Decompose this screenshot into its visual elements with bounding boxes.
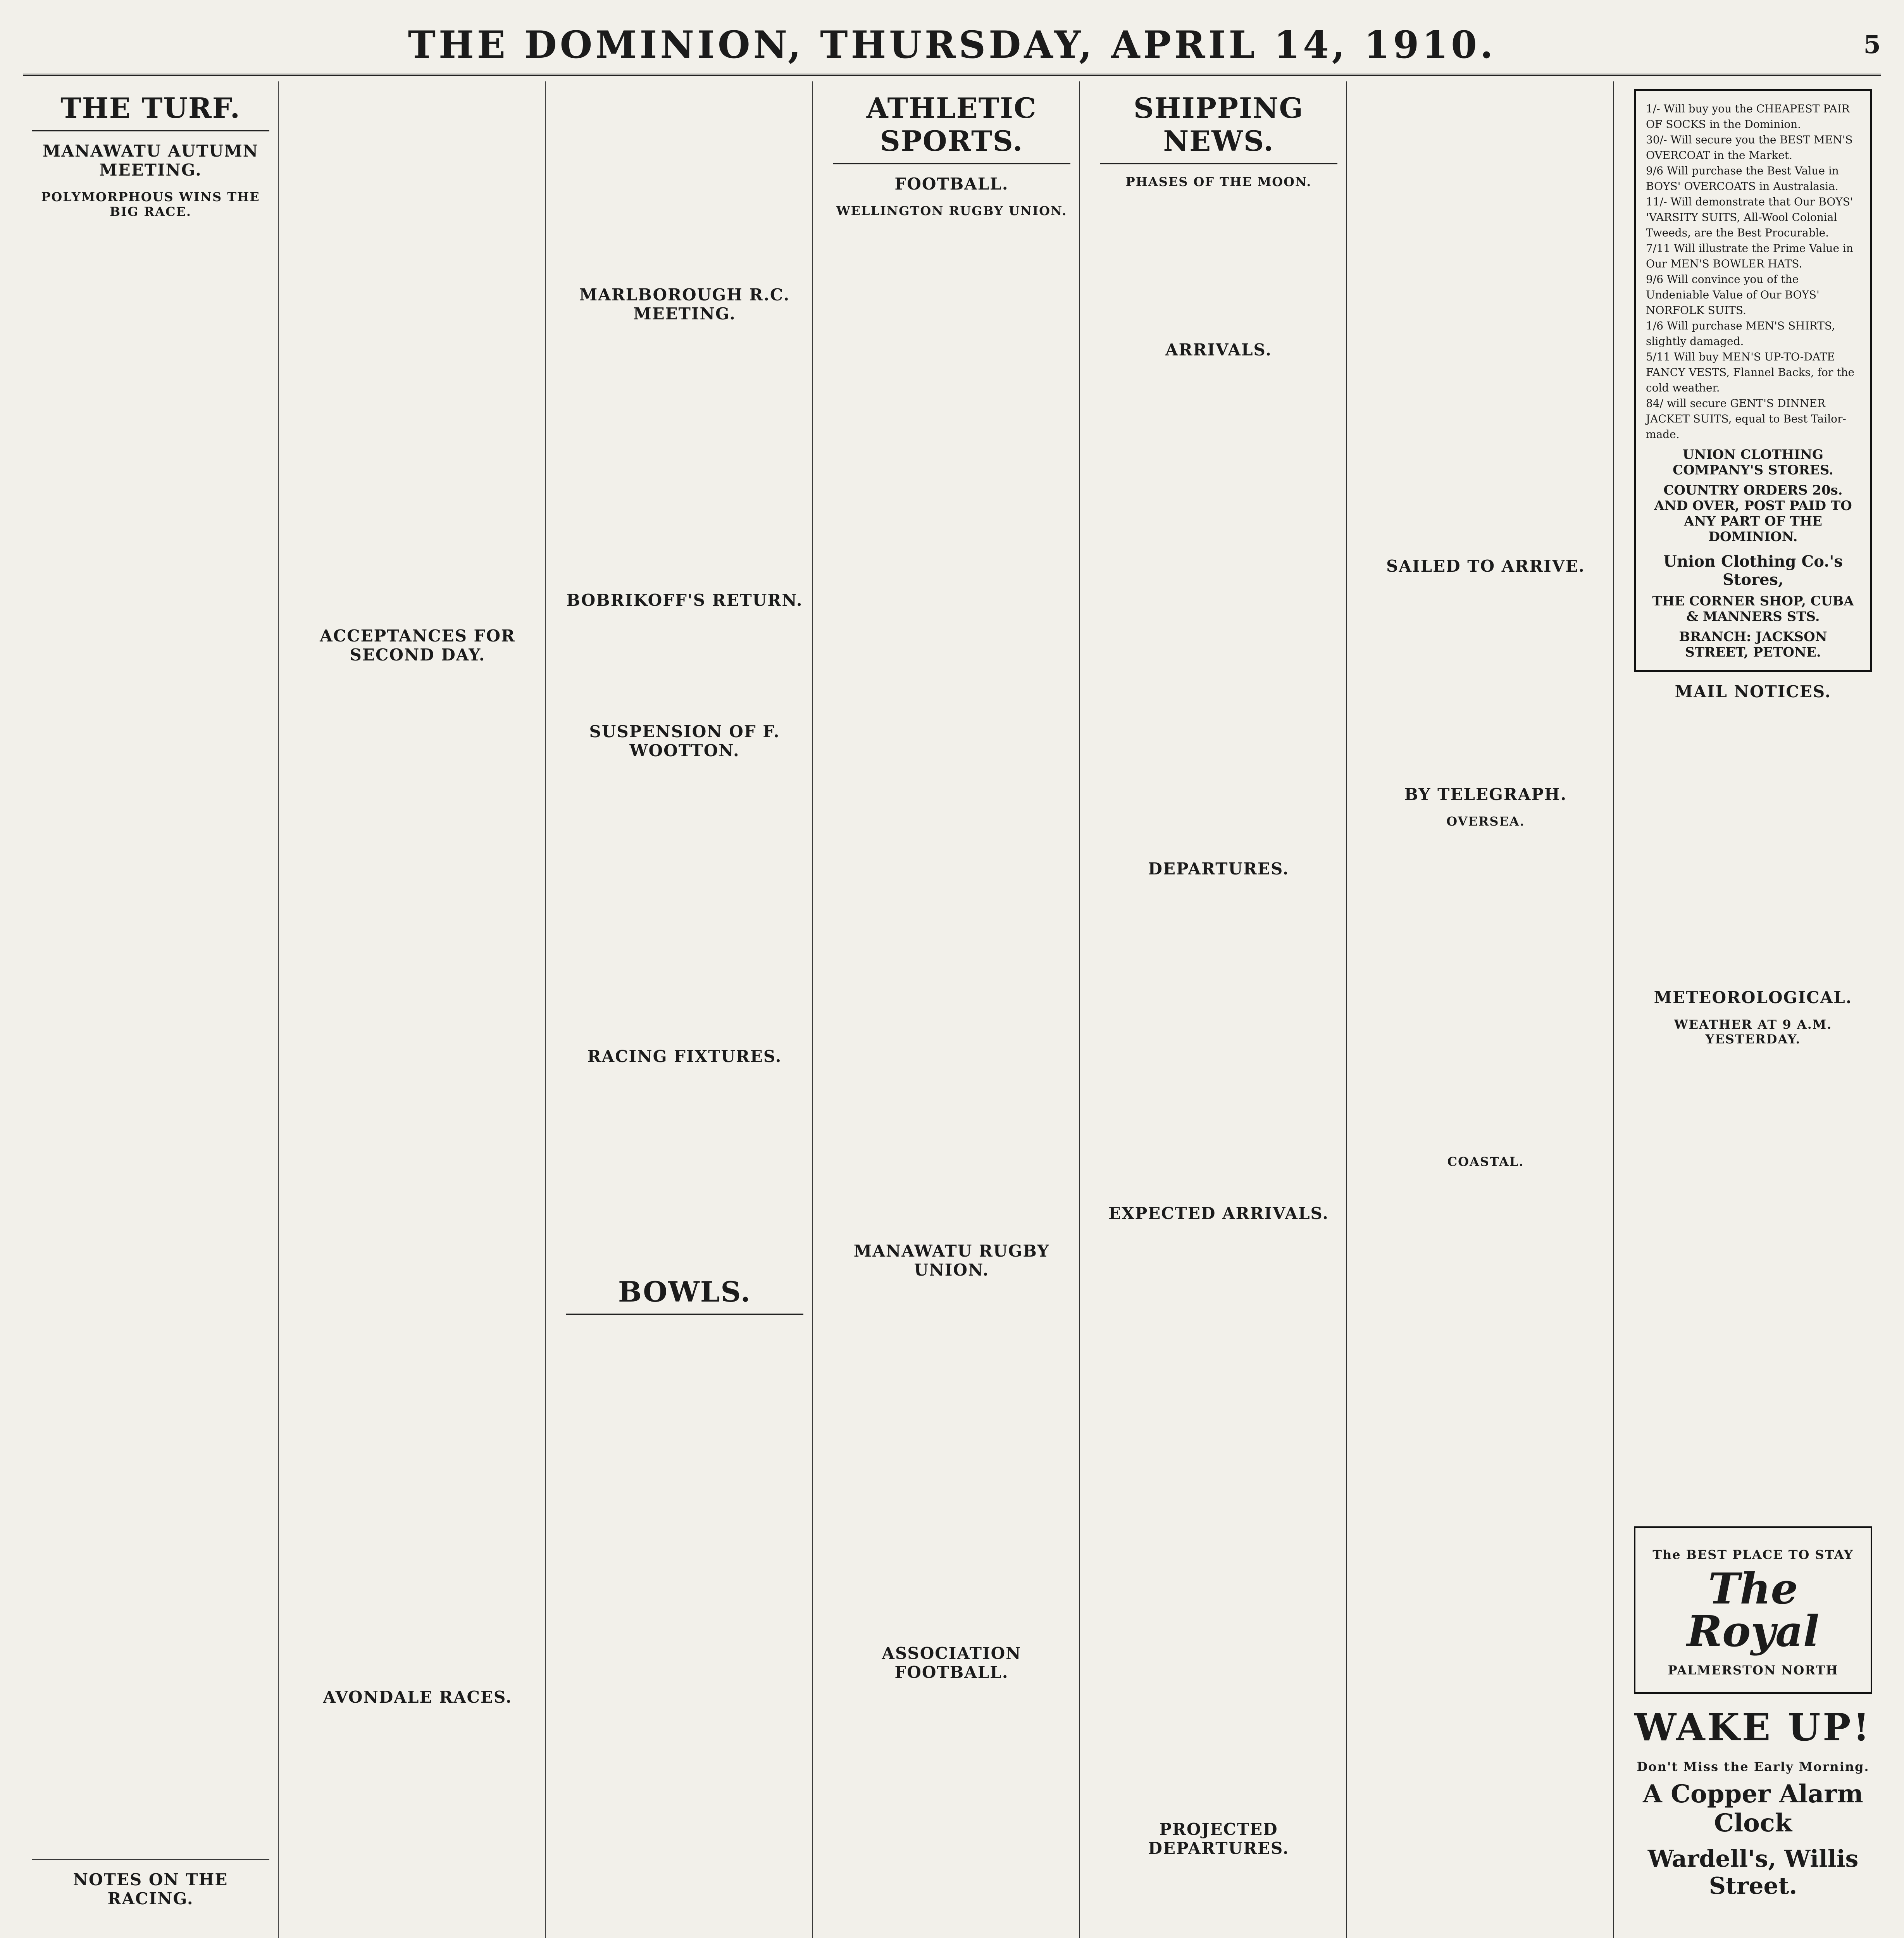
story-body — [32, 224, 269, 1852]
story-body — [1100, 195, 1337, 330]
story-body — [566, 1321, 803, 1938]
story-body — [1634, 707, 1872, 978]
story-body — [566, 329, 803, 581]
headline-notes-on-racing: NOTES ON THE RACING. — [73, 1870, 228, 1908]
ad-line: 1/6 Will purchase MEN'S SHIRTS, slightly damaged. — [1646, 319, 1835, 348]
hotel-town: PALMERSTON NORTH — [1668, 1663, 1839, 1678]
headline-phases-moon: PHASES OF THE MOON. — [1125, 174, 1312, 189]
story-body — [833, 224, 1070, 1231]
hotel-strap: The BEST PLACE TO STAY — [1652, 1547, 1854, 1562]
ad-line: 84/ will secure GENT'S DINNER JACKET SUITS, equal to Best Tailor-made. — [1646, 397, 1846, 441]
headline-coastal: COASTAL. — [1447, 1154, 1524, 1169]
story-body — [833, 1285, 1070, 1634]
columns — [23, 81, 1881, 1938]
ad-line: 7/11 Will illustrate the Prime Value in Our MEN'S BOWLER HATS. — [1646, 242, 1853, 270]
column-3 — [557, 81, 813, 1938]
headline-bowls: BOWLS. — [566, 1275, 803, 1315]
story-body — [566, 766, 803, 1037]
story-body — [1367, 834, 1604, 1144]
ad-line: 5/11 Will buy MEN'S UP-TO-DATE FANCY VESTS, Flannel Backs, for the cold weather. — [1646, 350, 1855, 394]
section-shipping-news: SHIPPING NEWS. — [1100, 91, 1337, 164]
headline-football: FOOTBALL. — [894, 174, 1009, 193]
headline-wellington-rugby-union: WELLINGTON RUGBY UNION. — [836, 203, 1067, 218]
headline-departures: DEPARTURES. — [1148, 859, 1289, 878]
headline-arrivals: ARRIVALS. — [1165, 340, 1272, 359]
story-body — [32, 1914, 269, 1938]
story-body — [1367, 581, 1604, 775]
headline-manawatu-rugby-union: MANAWATU RUGBY UNION. — [853, 1241, 1050, 1279]
wardell-footer: Wardell's, Willis Street. — [1647, 1845, 1859, 1900]
story-body — [1367, 81, 1604, 547]
ad-branch: BRANCH: JACKSON STREET, PETONE. — [1679, 629, 1827, 660]
story-body — [1100, 1228, 1337, 1810]
ad-line: 1/- Will buy you the CHEAPEST PAIR OF SOCKS in the Dominion. — [1646, 102, 1850, 131]
story-body — [299, 81, 536, 616]
section-athletic-sports: ATHLETIC SPORTS. — [833, 91, 1070, 164]
masthead-title: THE DOMINION, THURSDAY, APRIL 14, 1910. — [408, 22, 1496, 67]
headline-marlborough: MARLBOROUGH R.C. MEETING. — [579, 285, 790, 323]
story-body — [566, 1071, 803, 1265]
headline-manawatu-autumn-meeting: MANAWATU AUTUMN MEETING. — [42, 141, 259, 179]
story-body — [1100, 884, 1337, 1194]
ad-post: COUNTRY ORDERS 20s. AND OVER, POST PAID TO ANY PART OF THE DOMINION. — [1654, 483, 1852, 545]
alarm-clock-headline: A Copper Alarm Clock — [1643, 1779, 1863, 1838]
section-the-turf: THE TURF. — [32, 91, 269, 131]
hotel-advert — [1634, 1526, 1872, 1694]
ad-line: 9/6 Will purchase the Best Value in BOYS' OVERCOATS in Australasia. — [1646, 164, 1839, 193]
headline-projected-departures: PROJECTED DEPARTURES. — [1148, 1820, 1289, 1858]
ad-address: THE CORNER SHOP, CUBA & MANNERS STS. — [1652, 593, 1854, 624]
headline-suspension: SUSPENSION OF F. WOOTTON. — [589, 722, 780, 760]
headline-oversea: OVERSEA. — [1446, 814, 1525, 829]
story-body — [566, 615, 803, 712]
headline-weather: WEATHER AT 9 A.M. YESTERDAY. — [1674, 1017, 1832, 1047]
column-6 — [1358, 81, 1614, 1938]
headline-racing-fixtures: RACING FIXTURES. — [587, 1047, 782, 1066]
story-body — [299, 1712, 536, 1938]
headline-avondale-races: AVONDALE RACES. — [323, 1688, 512, 1707]
headline-sailed-to-arrive: SAILED TO ARRIVE. — [1386, 557, 1585, 576]
ad-line: 11/- Will demonstrate that Our BOYS' 'VARSITY SUITS, All-Wool Colonial Tweeds, are the Best Procurable. — [1646, 195, 1853, 239]
column-4 — [824, 81, 1080, 1938]
column-1 — [23, 81, 279, 1938]
headline-by-telegraph: BY TELEGRAPH. — [1404, 785, 1567, 804]
ad-line: 30/- Will secure you the BEST MEN'S OVERCOAT in the Market. — [1646, 133, 1853, 162]
headline-association-football: ASSOCIATION FOOTBALL. — [882, 1644, 1022, 1682]
headline-expected-arrivals: EXPECTED ARRIVALS. — [1108, 1204, 1329, 1223]
story-body — [1100, 365, 1337, 849]
page-number: 5 — [1863, 30, 1881, 59]
headline-meteorological: METEOROLOGICAL. — [1654, 988, 1852, 1007]
wake-up-headline: WAKE UP! — [1634, 1705, 1872, 1749]
hotel-logo: The Royal — [1687, 1564, 1820, 1656]
column-5 — [1091, 81, 1347, 1938]
column-rule — [32, 1859, 269, 1860]
ad-strip: UNION CLOTHING COMPANY'S STORES. — [1673, 447, 1833, 478]
column-2 — [290, 81, 546, 1938]
headline-mail-notices: MAIL NOTICES. — [1675, 682, 1832, 701]
story-body — [1367, 1174, 1604, 1938]
masthead — [23, 16, 1881, 76]
headline-acceptances: ACCEPTANCES FOR SECOND DAY. — [320, 626, 515, 664]
ad-title: Union Clothing Co.'s Stores, — [1663, 552, 1843, 589]
headline-polymorphous: POLYMORPHOUS WINS THE BIG RACE. — [41, 190, 260, 219]
ad-line: 9/6 Will convince you of the Undeniable Value of Our BOYS' NORFOLK SUITS. — [1646, 273, 1820, 317]
headline-bobrikoff: BOBRIKOFF'S RETURN. — [566, 591, 803, 610]
column-7 — [1625, 81, 1881, 1938]
story-body — [833, 1687, 1070, 1938]
story-body — [1634, 1052, 1872, 1517]
wake-up-subline: Don't Miss the Early Morning. — [1637, 1759, 1870, 1774]
story-body — [566, 81, 803, 275]
story-body — [299, 670, 536, 1678]
story-body — [1100, 1863, 1337, 1938]
union-clothing-advert — [1634, 89, 1872, 672]
